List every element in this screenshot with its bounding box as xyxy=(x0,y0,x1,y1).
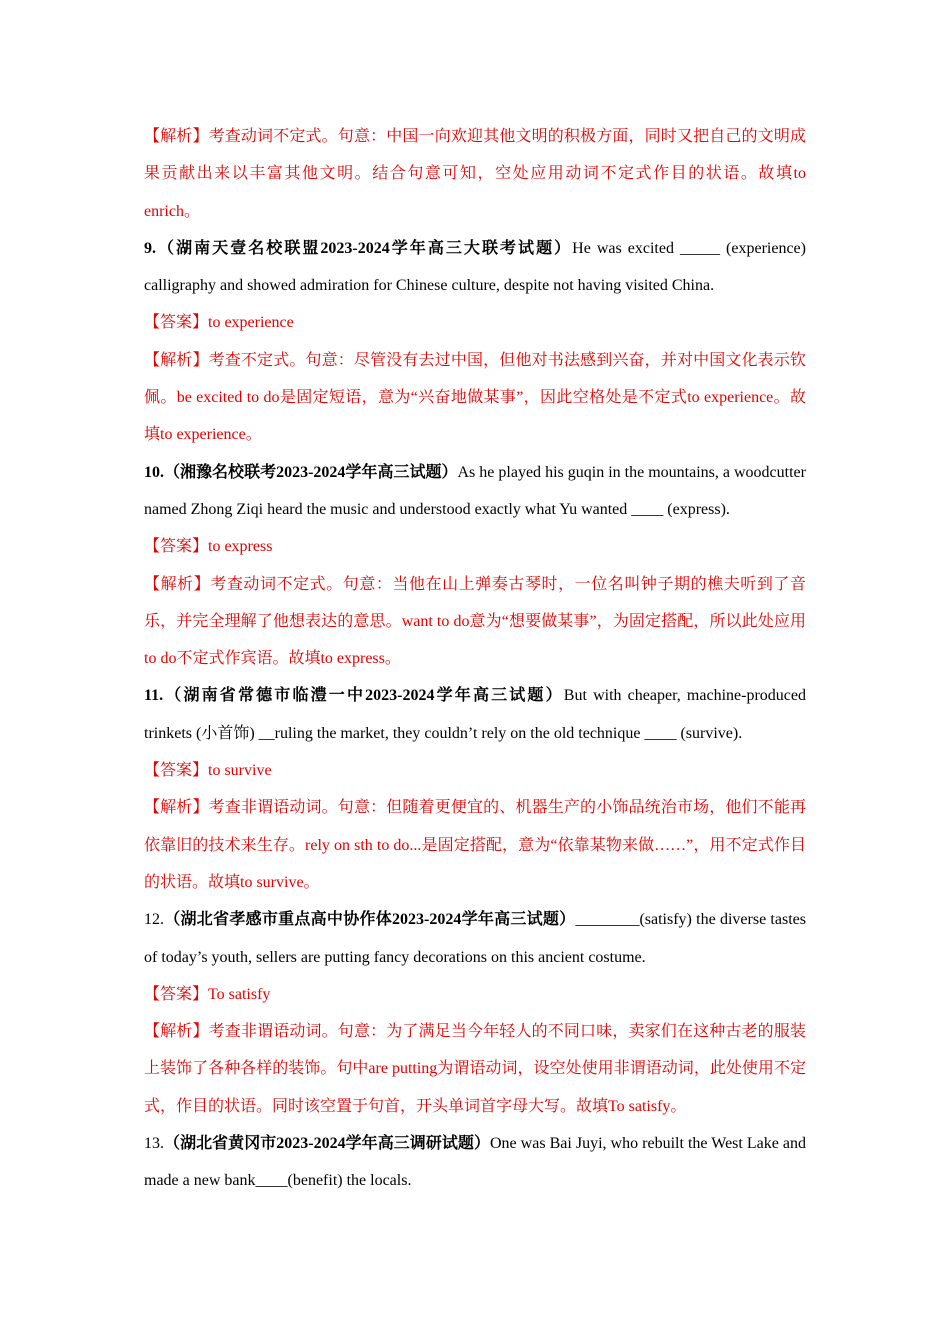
document-page xyxy=(144,118,806,1200)
question-source: （湘豫名校联考2023-2024学年高三试题） xyxy=(164,463,458,481)
question-number: 13. xyxy=(144,1135,164,1153)
answer-10: 【答案】to express xyxy=(144,538,273,556)
question-source: （湖北省黄冈市2023-2024学年高三调研试题） xyxy=(164,1135,490,1153)
answer-9: 【答案】to experience xyxy=(144,314,294,332)
analysis-10: 【解析】考查动词不定式。句意：当他在山上弹奏古琴时，一位名叫钟子期的樵夫听到了音乐，并完全理解了他想表达的意思。want to do意为“想要做某事”，为固定搭配，所以此处应用to do不定式作宾语。故填to express。 xyxy=(144,575,806,668)
question-11 xyxy=(144,677,806,752)
question-number: 12. xyxy=(144,911,164,929)
answer-12: 【答案】To satisfy xyxy=(144,985,271,1003)
question-source: （湖南省常德市临澧一中2023-2024学年高三试题） xyxy=(163,687,564,705)
question-source: （湖北省孝感市重点高中协作体2023-2024学年高三试题） xyxy=(164,911,576,929)
question-number: 10. xyxy=(144,463,164,481)
question-text: As he played his guqin in the mountains, a woodcutter named Zhong Ziqi heard the music and understood exactly what Yu wanted ____ (express). xyxy=(144,463,806,518)
question-text: One was Bai Juyi, who rebuilt the West Lake and made a new bank____(benefit) the locals. xyxy=(144,1135,806,1190)
analysis-8: 【解析】考查动词不定式。句意：中国一向欢迎其他文明的积极方面，同时又把自己的文明成果贡献出来以丰富其他文明。结合句意可知，空处应用动词不定式作目的状语。故填to enrich。 xyxy=(144,128,806,220)
answer-11: 【答案】to survive xyxy=(144,762,272,780)
question-text: ________(satisfy) the diverse tastes of today’s youth, sellers are putting fancy decorations on this ancient costume. xyxy=(144,911,806,966)
question-text: But with cheaper, machine-produced trinkets (小首饰) __ruling the market, they couldn’t rely on the old technique ____ (survive). xyxy=(144,687,806,742)
question-source: （湖南天壹名校联盟2023-2024学年高三大联考试题） xyxy=(156,239,573,257)
question-number: 11. xyxy=(144,687,164,705)
question-13 xyxy=(144,1125,806,1200)
analysis-11: 【解析】考查非谓语动词。句意：但随着更便宜的、机器生产的小饰品统治市场，他们不能再依靠旧的技术来生存。rely on sth to do...是固定搭配，意为“依靠某物来做……”，用不定式作目的状语。故填to survive。 xyxy=(144,799,806,891)
question-12 xyxy=(144,901,806,976)
analysis-9: 【解析】考查不定式。句意：尽管没有去过中国，但他对书法感到兴奋，并对中国文化表示钦佩。be excited to do是固定短语，意为“兴奋地做某事”，因此空格处是不定式to experience。故填to experience。 xyxy=(144,351,806,444)
question-9 xyxy=(144,230,806,305)
question-10 xyxy=(144,454,806,529)
question-text: He was excited _____ (experience) calligraphy and showed admiration for Chinese culture, despite not having visited China. xyxy=(144,239,806,295)
question-number: 9. xyxy=(144,239,156,257)
analysis-12: 【解析】考查非谓语动词。句意：为了满足当今年轻人的不同口味，卖家们在这种古老的服装上装饰了各种各样的装饰。句中are putting为谓语动词，设空处使用非谓语动词，此处使用不定式，作目的状语。同时该空置于句首，开头单词首字母大写。故填To satisfy。 xyxy=(144,1023,806,1115)
